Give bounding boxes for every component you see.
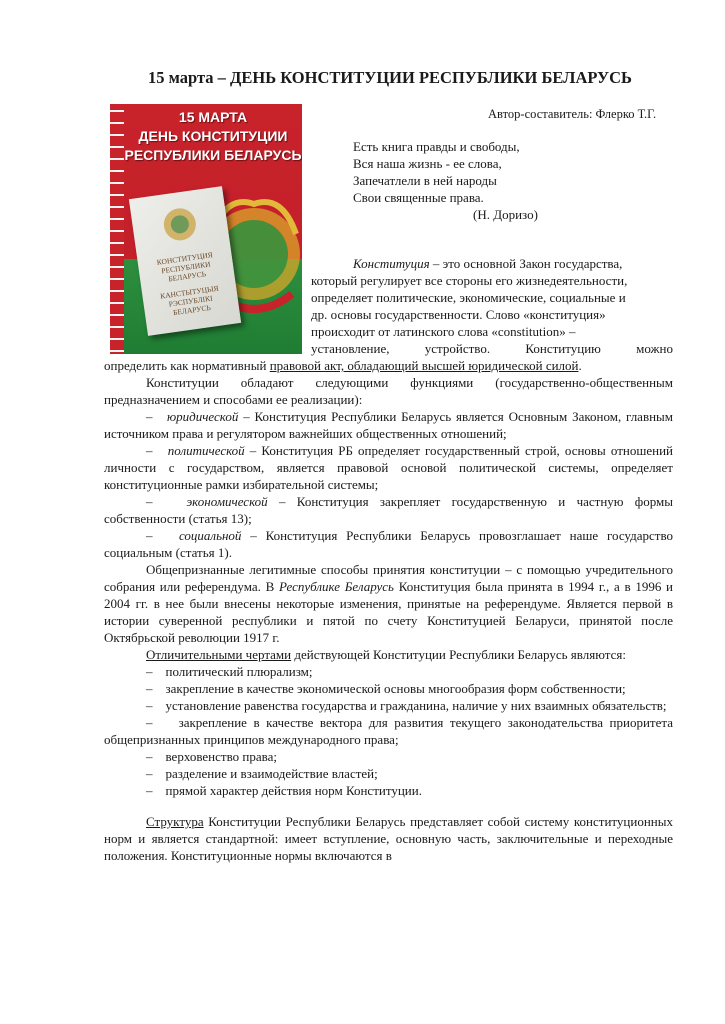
feature-text: установление равенства государства и гражданина, наличие у них взаимных обязательств; xyxy=(165,698,667,713)
functions-lead: Конституции обладают следующими функциями (государственно-общественным предназначением и способами ее реализации): xyxy=(104,375,673,407)
list-dash: – xyxy=(146,766,153,781)
text-line: установление, устройство. Конституцию можно xyxy=(311,341,673,356)
function-item xyxy=(104,493,673,527)
feature-item xyxy=(104,680,673,697)
list-dash: – xyxy=(146,664,153,679)
list-dash: – xyxy=(146,783,153,798)
text-span: Общепризнанные легитимные способы принятия конституции – с помощью учредительного собрания или референдума. В xyxy=(104,562,673,594)
cover-line: РЕСПУБЛИКИ БЕЛАРУСЬ xyxy=(124,147,302,163)
list-dash: – xyxy=(146,443,153,458)
ornament-strip xyxy=(110,104,124,354)
list-dash: – xyxy=(146,715,153,730)
feature-text: прямой характер действия норм Конституции. xyxy=(165,783,422,798)
feature-item xyxy=(104,765,673,782)
intro-wrapped xyxy=(311,255,673,357)
text-span: – это основной Закон государства, xyxy=(429,256,623,271)
function-item xyxy=(104,408,673,442)
feature-item xyxy=(104,714,673,748)
function-name: политической xyxy=(167,443,245,458)
list-dash: – xyxy=(146,681,153,696)
function-text: – Конституция Республики Беларусь провозглашает наше государство социальным (статья 1). xyxy=(104,528,673,560)
constitution-cover-image xyxy=(110,104,302,354)
author-credit: Автор-составитель: Флерко Т.Г. xyxy=(488,107,657,121)
features-heading: Отличительными чертами xyxy=(146,647,292,662)
feature-text: верховенство права; xyxy=(165,749,277,764)
function-item xyxy=(104,527,673,561)
book-title-by: КАНСТЫТУЦЫЯ РЭСПУБЛIКI БЕЛАРУСЬ xyxy=(159,283,220,318)
page-title: 15 марта – ДЕНЬ КОНСТИТУЦИИ РЕСПУБЛИКИ БЕЛАРУСЬ xyxy=(148,68,632,87)
list-dash: – xyxy=(146,494,153,509)
cover-caption xyxy=(124,108,302,165)
book-title: КОНСТИТУЦИЯ РЕСПУБЛИКИ БЕЛАРУСЬ xyxy=(156,250,214,284)
text-span: Республике Беларусь xyxy=(279,579,394,594)
intro-last-line xyxy=(104,357,673,374)
poem-line: Есть книга правды и свободы, xyxy=(353,139,520,154)
paragraph-gap xyxy=(104,799,673,813)
text-line: происходит от латинского слова «constitution» – xyxy=(311,324,576,339)
feature-item xyxy=(104,748,673,765)
list-dash: – xyxy=(146,749,153,764)
poem-line: Запечатлели в ней народы xyxy=(353,173,497,188)
function-text: – Конституция РБ определяет государственный строй, основы отношений личности с государством, является правовой основой политической системы, определяет конституционные рамки избирательной системы; xyxy=(104,443,673,492)
epigraph-poem xyxy=(353,138,538,223)
function-name: экономической xyxy=(186,494,268,509)
function-name: социальной xyxy=(178,528,242,543)
function-name: юридической xyxy=(166,409,239,424)
term-constitution: Конституция xyxy=(353,256,430,271)
text-span: . xyxy=(578,358,582,373)
text-span: Конституции Республики Беларусь представляет собой систему конституционных норм и является стандартной: имеет вступление, основную часть, заключительные и переходные положения. Конституционные нормы включаются в xyxy=(104,814,673,863)
feature-text: закрепление в качестве вектора для развития текущего законодательства приоритета общепризнанных принципов международного права; xyxy=(104,715,673,747)
features-lead xyxy=(104,646,673,663)
structure-paragraph xyxy=(104,813,673,864)
feature-text: закрепление в качестве экономической основы многообразия форм собственности; xyxy=(165,681,626,696)
function-text: – Конституция закрепляет государственную и частную формы собственности (статья 13); xyxy=(104,494,673,526)
text-line: др. основы государственности. Слово «конституция» xyxy=(311,307,606,322)
cover-date: 15 МАРТА xyxy=(178,109,248,125)
feature-item xyxy=(104,663,673,680)
legal-act-link[interactable]: правовой акт, обладающий высшей юридической силой xyxy=(269,358,579,373)
text-span: действующей Конституции Республики Беларусь являются: xyxy=(291,647,626,662)
function-item xyxy=(104,442,673,493)
structure-heading: Структура xyxy=(146,814,204,829)
function-text: – Конституция Республики Беларусь является Основным Законом, главным источником права и регулятором важнейших общественных отношений; xyxy=(104,409,674,441)
poem-line: Свои священные права. xyxy=(353,190,484,205)
book-emblem-icon xyxy=(157,202,202,247)
cover-line: ДЕНЬ КОНСТИТУЦИИ xyxy=(138,128,288,144)
feature-text: политический плюрализм; xyxy=(165,664,313,679)
text-span: определить как нормативный xyxy=(104,358,270,373)
text-span: Конституция была принята в 1994 г., а в 1996 и 2004 гг. в нее были внесены некоторые изменения, принятые на референдуме. Является первой в истории суверенной республики и пятой по счету Конституцией Беларуси, принятой после Октябрьской революции 1917 г. xyxy=(104,579,674,645)
adoption-paragraph xyxy=(104,561,673,646)
list-dash: – xyxy=(146,698,153,713)
text-line: определяет политические, экономические, социальные и xyxy=(311,290,626,305)
poem-line: Вся наша жизнь - ее слова, xyxy=(353,156,502,171)
main-body xyxy=(104,357,673,864)
constitution-book xyxy=(129,186,241,336)
feature-text: разделение и взаимодействие властей; xyxy=(165,766,378,781)
list-dash: – xyxy=(146,409,153,424)
feature-item xyxy=(104,697,673,714)
text-line: который регулирует все стороны его жизнедеятельности, xyxy=(311,273,628,288)
feature-item xyxy=(104,782,673,799)
list-dash: – xyxy=(146,528,153,543)
poem-attribution: (Н. Доризо) xyxy=(473,207,538,222)
